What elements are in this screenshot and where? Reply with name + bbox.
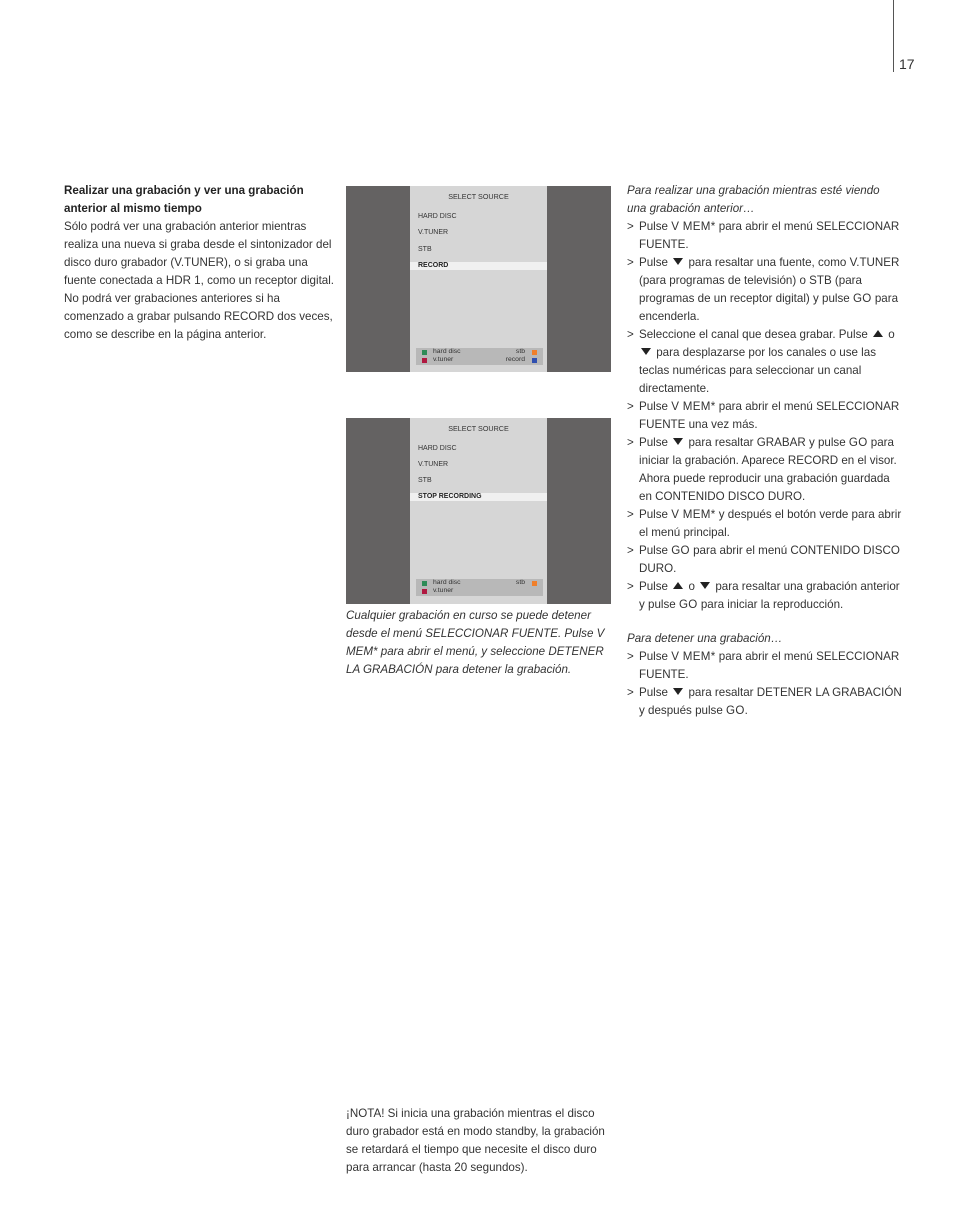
color-key-bar <box>416 348 543 365</box>
step-text: Seleccione el canal que desea grabar. Pulse <box>639 328 872 341</box>
tv-screen-select-source-record <box>346 186 611 372</box>
red-key-icon <box>422 589 427 594</box>
step-text: y después el botón verde para abrir el menú principal. <box>639 508 902 539</box>
go-button-label: GO <box>726 704 745 717</box>
step-text: o <box>685 580 699 593</box>
step-text: Pulse <box>639 686 672 699</box>
arrow-down-icon <box>673 438 683 445</box>
step-3: > Seleccione el canal que desea grabar. Pulse o para desplazarse por los canales o use las teclas numéricas para seleccionar un canal directamente. <box>627 328 895 395</box>
go-button-label: GO <box>671 544 690 557</box>
key-label-vtuner: v.tuner <box>433 356 454 363</box>
subheading-record-while-viewing: Para realizar una grabación mientras esté viendo una grabación anterior… <box>627 184 880 215</box>
arrow-down-icon <box>641 348 651 355</box>
arrow-down-icon <box>673 258 683 265</box>
step-text: para iniciar la reproducción. <box>697 598 844 611</box>
step-text: . <box>744 704 748 717</box>
menu-item-stop-recording[interactable]: STOP RECORDING <box>410 493 547 501</box>
arrow-down-icon <box>700 582 710 589</box>
step-1: > Pulse V MEM* para abrir el menú SELECCIONAR FUENTE. <box>627 220 900 251</box>
menu-item-hard-disc[interactable]: HARD DISC <box>418 213 457 220</box>
go-button-label: GO <box>848 436 868 449</box>
key-label-stb: stb <box>515 348 525 355</box>
step-text: para abrir el menú SELECCIONAR FUENTE una vez más. <box>639 400 900 431</box>
menu-item-vtuner[interactable]: V.TUNER <box>418 461 449 468</box>
go-button-label: GO <box>678 598 698 611</box>
step-text: Pulse <box>639 580 672 593</box>
arrow-up-icon <box>873 330 883 337</box>
tv-screen-select-source-stop <box>346 418 611 604</box>
step-text: para resaltar DETENER LA GRABACIÓN y después pulse <box>639 686 902 717</box>
screen-caption: Cualquier grabación en curso se puede detener desde el menú SELECCIONAR FUENTE. Pulse V MEM* para abrir el menú, y seleccione DETENER LA GRABACIÓN para detener la grabación. <box>346 609 605 676</box>
step-text: para abrir el menú SELECCIONAR FUENTE. <box>639 220 900 251</box>
step-5: > Pulse para resaltar GRABAR y pulse GO para iniciar la grabación. Aparece RECORD en el visor. Ahora puede reproducir una grabación guardada en CONTENIDO DISCO DURO. <box>627 436 897 503</box>
key-label-record: record <box>505 356 525 363</box>
step-6: > Pulse V MEM* y después el botón verde para abrir el menú principal. <box>627 508 902 539</box>
step-text: para abrir el menú SELECCIONAR FUENTE. <box>639 650 900 681</box>
vmem-button-label: V MEM* <box>671 650 716 663</box>
step-2: > Pulse para resaltar una fuente, como V.TUNER (para programas de televisión) o STB (para programas de un receptor digital) y pulse GO para encenderla. <box>627 256 900 323</box>
step-9: > Pulse V MEM* para abrir el menú SELECCIONAR FUENTE. <box>627 650 900 681</box>
step-text: Pulse <box>639 436 672 449</box>
section-body: Sólo podrá ver una grabación anterior mientras realiza una nueva si graba desde el sintonizador del disco duro grabador (V.TUNER), o si graba una fuente conectada a HDR 1, como un receptor digital. No podrá ver grabaciones anteriores si ha comenzado a grabar pulsando RECORD dos veces, como se describe en la página anterior. <box>64 220 335 341</box>
step-text: para resaltar una fuente, como V.TUNER (para programas de televisión) o STB (para programas de un receptor digital) y pulse <box>639 256 900 305</box>
menu-item-vtuner[interactable]: V.TUNER <box>418 229 449 236</box>
step-text: para desplazarse por los canales o use las teclas numéricas para seleccionar un canal directamente. <box>639 346 876 395</box>
menu-item-hard-disc[interactable]: HARD DISC <box>418 445 457 452</box>
menu-panel <box>410 186 547 372</box>
menu-title: SELECT SOURCE <box>448 424 509 433</box>
green-key-icon <box>422 581 427 586</box>
left-column <box>64 182 336 344</box>
red-key-icon <box>422 358 427 363</box>
step-text: para encenderla. <box>639 292 899 323</box>
vmem-button-label: V MEM* <box>671 400 716 413</box>
step-text: para abrir el menú CONTENIDO DISCO DURO. <box>639 544 900 575</box>
step-text: Pulse <box>639 400 672 413</box>
section-heading: Realizar una grabación y ver una grabación anterior al mismo tiempo <box>64 184 304 215</box>
page-number: 17 <box>899 56 915 72</box>
arrow-up-icon <box>673 582 683 589</box>
page-rule <box>893 0 894 72</box>
step-text: Pulse <box>639 508 672 521</box>
key-label-hard-disc: hard disc <box>433 348 461 355</box>
arrow-down-icon <box>673 688 683 695</box>
vmem-button-label: V MEM* <box>671 220 716 233</box>
step-text: Pulse <box>639 544 672 557</box>
yellow-key-icon <box>532 350 537 355</box>
step-text: o <box>885 328 895 341</box>
subheading-stop-recording: Para detener una grabación… <box>627 632 783 645</box>
note-text: ¡NOTA! Si inicia una grabación mientras el disco duro grabador está en modo standby, la grabación se retardará el tiempo que necesite el disco duro para arrancar (hasta 20 segundos). <box>346 1107 605 1174</box>
step-7: > Pulse GO para abrir el menú CONTENIDO DISCO DURO. <box>627 544 900 575</box>
menu-item-stb[interactable]: STB <box>418 477 432 484</box>
step-8: > Pulse o para resaltar una grabación anterior y pulse GO para iniciar la reproducción. <box>627 580 900 611</box>
blue-key-icon <box>532 358 537 363</box>
step-text: para resaltar una grabación anterior y pulse <box>639 580 900 611</box>
step-4: > Pulse V MEM* para abrir el menú SELECCIONAR FUENTE una vez más. <box>627 400 900 431</box>
key-label-hard-disc: hard disc <box>433 579 461 586</box>
step-text: Pulse <box>639 220 672 233</box>
step-10: > Pulse para resaltar DETENER LA GRABACIÓN y después pulse GO. <box>627 686 902 717</box>
key-label-vtuner: v.tuner <box>433 587 454 594</box>
step-text: Pulse <box>639 256 672 269</box>
menu-panel <box>410 418 547 604</box>
right-column <box>627 182 902 720</box>
yellow-key-icon <box>532 581 537 586</box>
color-key-bar <box>416 579 543 596</box>
green-key-icon <box>422 350 427 355</box>
go-button-label: GO <box>852 292 872 305</box>
key-label-stb: stb <box>515 579 525 586</box>
vmem-button-label: V MEM* <box>671 508 716 521</box>
step-text: para resaltar GRABAR y pulse <box>685 436 849 449</box>
menu-item-stb[interactable]: STB <box>418 246 432 253</box>
menu-title: SELECT SOURCE <box>448 192 509 201</box>
step-text: para iniciar la grabación. Aparece RECORD en el visor. Ahora puede reproducir una grabación guardada en CONTENIDO DISCO DURO. <box>639 436 897 503</box>
step-text: Pulse <box>639 650 672 663</box>
menu-item-record[interactable]: RECORD <box>410 262 547 270</box>
